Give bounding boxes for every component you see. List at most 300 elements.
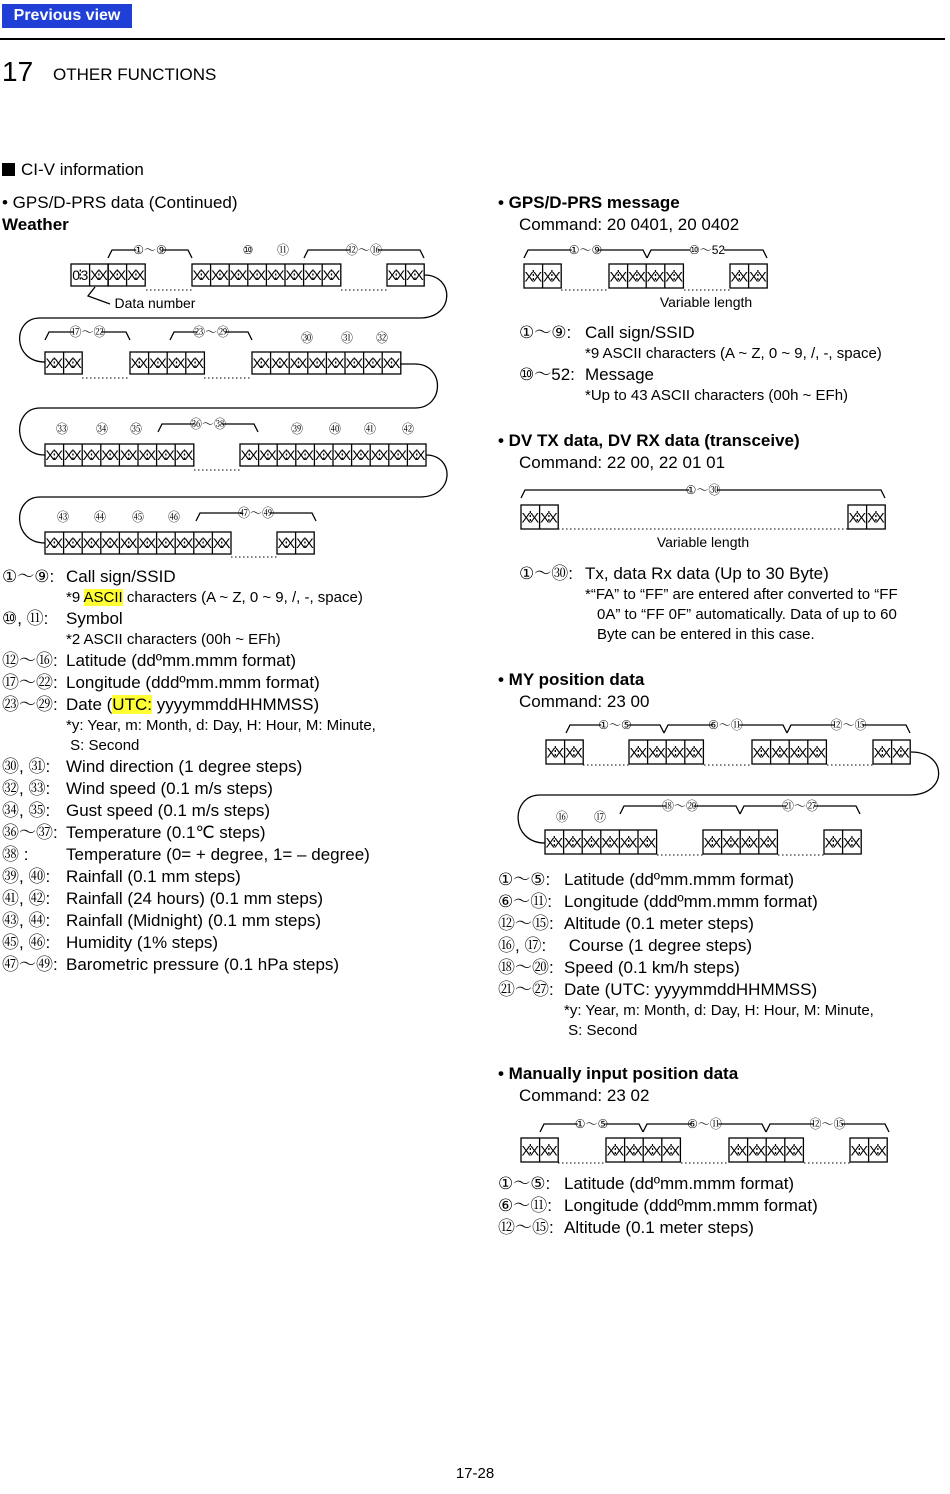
nibble-x: X [212, 534, 223, 551]
nibble-x: X [881, 744, 892, 761]
nibble-x: X [323, 446, 333, 463]
nibble-x: X [673, 268, 683, 285]
nibble-x: X [740, 834, 751, 851]
nibble-x: 3 [80, 266, 89, 283]
field-number: ⑰～㉒: [2, 673, 58, 692]
row-connector [518, 752, 939, 843]
legend-row [519, 322, 949, 344]
gps-message-diagram [490, 240, 950, 315]
nibble-x: X [72, 534, 82, 551]
nibble-x: X [582, 834, 593, 851]
nibble-x: X [72, 446, 82, 463]
nibble-x: X [285, 266, 295, 283]
field-description [66, 608, 123, 630]
nibble-x: X [335, 354, 345, 371]
field-number [519, 344, 585, 364]
field-label: ①～⑨ [133, 243, 167, 257]
nibble-x: X [656, 744, 666, 761]
description-text: Latitude (ddºmm.mmm format) [564, 870, 795, 889]
nibble-x: X [738, 268, 749, 285]
my-position-title: • MY position data [498, 670, 645, 689]
nibble-x: X [643, 1142, 654, 1159]
field-number: ㉓～㉙: [2, 695, 58, 714]
nibble-x: X [165, 446, 175, 463]
nibble-x: X [157, 354, 167, 371]
nibble-x: X [200, 266, 211, 283]
nibble-x: X [648, 744, 658, 761]
field-label: ㊴ [290, 422, 304, 436]
field-number: ⑩, ⑪: [2, 609, 49, 628]
legend-row [519, 563, 947, 585]
field-label: ⑱～⑳ [661, 799, 699, 813]
field-number: ⑥～⑪: [498, 1196, 552, 1215]
nibble-x: X [333, 446, 343, 463]
nibble-x: X [45, 354, 55, 371]
field-description [564, 957, 740, 979]
nibble-x: X [109, 446, 119, 463]
nibble-x: X [666, 744, 677, 761]
field-label: ⑩～52 [688, 243, 726, 257]
nibble-x: X [345, 354, 355, 371]
nibble-x: X [545, 834, 555, 851]
legend-row [498, 1021, 948, 1041]
field-description [66, 736, 139, 756]
field-description [564, 913, 754, 935]
nibble-x: X [229, 266, 240, 283]
description-text: *y: Year, m: Month, d: Day, H: Hour, M: Minute, [66, 717, 376, 734]
field-label: ㊱～㊳ [189, 417, 227, 431]
field-label: ①～⑤ [574, 1117, 609, 1131]
nibble-x: X [297, 354, 308, 371]
nibble-x: X [360, 446, 370, 463]
nibble-x: X [378, 446, 389, 463]
nibble-x: X [843, 834, 853, 851]
nibble-x: X [248, 446, 259, 463]
field-description [66, 716, 376, 736]
nibble-x: X [352, 446, 362, 463]
field-number: ㊺, ㊻: [2, 933, 51, 952]
nibble-x: X [146, 446, 157, 463]
field-description [585, 386, 848, 406]
nibble-x: X [662, 1142, 672, 1159]
nibble-x: X [135, 266, 145, 283]
field-label: ㊵ [328, 422, 342, 436]
legend-row [2, 588, 472, 608]
field-number: ㉜, ㉝: [2, 779, 51, 798]
description-text: Longitude (dddºmm.mmm format) [66, 673, 320, 692]
field-number: ⑥～⑪: [498, 892, 552, 911]
nibble-x: X [165, 534, 175, 551]
nibble-x: X [414, 266, 424, 283]
field-description [66, 778, 273, 800]
field-number: ㊴, ㊵: [2, 867, 51, 886]
nibble-x: X [98, 266, 108, 283]
nibble-x: X [341, 446, 352, 463]
nibble-x: X [654, 268, 665, 285]
nibble-x: X [116, 266, 127, 283]
nibble-x: X [192, 266, 202, 283]
nibble-x: X [858, 1142, 869, 1159]
nibble-x: X [138, 446, 148, 463]
legend-row [498, 1217, 948, 1239]
field-label: ㉑～㉗ [781, 799, 819, 813]
nibble-x: X [387, 266, 397, 283]
description-text: Rainfall (Midnight) (0.1 mm steps) [66, 911, 322, 930]
nibble-x: X [619, 834, 630, 851]
nibble-x: X [816, 744, 826, 761]
description-text: Speed (0.1 km/h steps) [564, 958, 740, 977]
field-number: ①～⑨: [2, 567, 55, 586]
nibble-x: X [793, 1142, 803, 1159]
chapter-number: 17 [2, 56, 34, 87]
nibble-x: X [186, 354, 196, 371]
description-text: Tx, data Rx data (Up to 30 Byte) [585, 564, 829, 583]
legend-row [519, 344, 949, 364]
description-text: Temperature (0.1℃ steps) [66, 823, 266, 842]
field-number: ⑫～⑮: [498, 914, 554, 933]
nibble-x: X [395, 266, 406, 283]
nibble-x: X [109, 534, 119, 551]
legend-row [2, 888, 472, 910]
page-number: 17-28 [455, 1465, 495, 1482]
description-text: Gust speed (0.1 m/s steps) [66, 801, 271, 820]
nibble-x: X [82, 534, 93, 551]
nibble-x: X [797, 744, 808, 761]
nibble-x: X [573, 744, 583, 761]
legend-row [2, 910, 472, 932]
legend-row [2, 756, 472, 778]
legend-row [519, 364, 949, 386]
field-label: ㊹ [93, 510, 107, 524]
legend-row [2, 736, 472, 756]
nibble-x: X [628, 834, 638, 851]
nibble-x: X [521, 1142, 531, 1159]
nibble-x: X [551, 268, 561, 285]
nibble-x: X [267, 446, 277, 463]
variable-length-label: Variable length [656, 534, 750, 550]
nibble-x: X [543, 268, 553, 285]
weather-heading: Weather [2, 215, 69, 234]
nibble-x: X [873, 744, 883, 761]
field-description [66, 650, 296, 672]
nibble-x: X [240, 446, 250, 463]
nibble-x: X [130, 354, 140, 371]
nibble-x: X [275, 266, 285, 283]
nibble-x: X [808, 744, 818, 761]
row-connector [20, 275, 447, 362]
nibble-x: X [146, 534, 157, 551]
legend-row [2, 954, 472, 976]
description-text: Date (UTC: yyyymmddHHMMSS) [564, 980, 818, 999]
legend-row [2, 932, 472, 954]
description-text: Symbol [66, 609, 123, 628]
field-description [564, 891, 818, 913]
description-text: Wind direction (1 degree steps) [66, 757, 303, 776]
nibble-x: X [553, 834, 564, 851]
nibble-x: X [64, 446, 74, 463]
nibble-x: X [53, 354, 64, 371]
nibble-x: X [609, 834, 619, 851]
legend-row [498, 1195, 948, 1217]
manual-position-command: Command: 23 02 [519, 1086, 650, 1105]
field-label: ㉟ [129, 422, 143, 436]
field-number: ㉚, ㉛: [2, 757, 51, 776]
description-text: Wind speed (0.1 m/s steps) [66, 779, 273, 798]
description-text: Message [585, 365, 654, 384]
legend-row [498, 869, 948, 891]
nibble-x: X [748, 1142, 758, 1159]
previous-view-button[interactable]: Previous view [2, 4, 132, 28]
nibble-x: X [296, 534, 306, 551]
nibble-x: X [685, 744, 695, 761]
field-number: ㉞, ㉟: [2, 801, 51, 820]
nibble-x: X [90, 534, 101, 551]
nibble-x: X [614, 1142, 625, 1159]
legend-row [498, 979, 948, 1001]
description-text: *2 ASCII characters (00h ~ EFh) [66, 631, 281, 648]
header-rule [0, 38, 945, 40]
nibble-x: X [221, 534, 231, 551]
field-number [498, 1001, 564, 1021]
nibble-x: X [572, 834, 582, 851]
nibble-x: X [308, 354, 318, 371]
field-number: ①～㉚: [519, 564, 573, 583]
nibble-x: X [869, 1142, 879, 1159]
field-description [66, 800, 270, 822]
field-description [66, 888, 323, 910]
nibble-x: X [564, 834, 574, 851]
dv-note-line: Byte can be entered in this case. [597, 626, 815, 643]
nibble-x: X [638, 834, 648, 851]
nibble-x: X [609, 268, 619, 285]
nibble-x: X [90, 266, 100, 283]
field-label: ⑫～⑯ [345, 243, 383, 257]
field-label: ⑥～⑪ [708, 718, 743, 732]
nibble-x: X [548, 509, 558, 526]
field-label: ①～⑤ [598, 718, 632, 732]
legend-row [498, 935, 948, 957]
nibble-x: X [53, 534, 64, 551]
field-description [66, 932, 218, 954]
black-square-icon [2, 163, 15, 176]
field-number: ①～⑤: [498, 870, 551, 889]
field-label: ⑯ [555, 810, 569, 824]
field-number: ⑫～⑮: [498, 1218, 554, 1237]
nibble-x: X [277, 446, 288, 463]
field-description [66, 756, 302, 778]
nibble-x: X [548, 1142, 558, 1159]
nibble-x: X [175, 354, 186, 371]
nibble-x: X [636, 268, 646, 285]
nibble-x: X [524, 268, 534, 285]
field-label: ㉝ [55, 422, 69, 436]
nibble-x: X [260, 354, 271, 371]
field-description [564, 1173, 794, 1195]
nibble-x: X [183, 534, 194, 551]
nibble-x: X [565, 744, 575, 761]
nibble-x: X [529, 1142, 540, 1159]
field-description [66, 954, 339, 976]
nibble-x: X [72, 354, 82, 371]
field-label: ㊶ [363, 422, 377, 436]
field-description [66, 588, 363, 608]
legend-row [498, 891, 948, 913]
nibble-x: X [119, 446, 130, 463]
legend-row [2, 650, 472, 672]
nibble-x: X [128, 534, 138, 551]
field-number [2, 716, 66, 736]
data-number-pointer [88, 287, 110, 304]
nibble-x: X [157, 534, 167, 551]
description-text: *Up to 43 ASCII characters (00h ~ EFh) [585, 387, 849, 404]
nibble-x: X [382, 354, 393, 371]
nibble-x: X [101, 446, 111, 463]
my-position-command: Command: 23 00 [519, 692, 650, 711]
legend-row [498, 957, 948, 979]
field-number: ㉑～㉗: [498, 980, 554, 999]
description-text: S: Second [564, 1022, 638, 1039]
field-label: ㊸ [56, 510, 70, 524]
field-number [498, 1021, 564, 1041]
nibble-x: X [64, 354, 74, 371]
nibble-x: X [279, 354, 289, 371]
field-number: ㊼～㊾: [2, 955, 58, 974]
nibble-x: X [175, 446, 186, 463]
nibble-x: X [285, 446, 296, 463]
nibble-x: X [532, 268, 543, 285]
nibble-x: X [771, 744, 781, 761]
my-position-legend [498, 869, 948, 1041]
field-description [564, 1217, 754, 1239]
nibble-x: X [625, 1142, 635, 1159]
nibble-x: X [851, 834, 861, 851]
gps-data-heading: • GPS/D-PRS data (Continued) [2, 193, 238, 212]
legend-row [2, 672, 472, 694]
field-label: ㉛ [340, 331, 354, 345]
field-description [66, 672, 320, 694]
legend-row [498, 1173, 948, 1195]
description-text: S: Second [66, 737, 140, 754]
gps-message-title: • GPS/D-PRS message [498, 193, 680, 212]
nibble-x: X [590, 834, 601, 851]
nibble-x: X [737, 1142, 748, 1159]
field-label: ⑥～⑪ [687, 1117, 722, 1131]
nibble-x: X [353, 354, 364, 371]
nibble-x: X [730, 834, 740, 851]
field-number [519, 386, 585, 406]
nibble-x: X [774, 1142, 785, 1159]
nibble-x: X [606, 1142, 616, 1159]
nibble-x: X [296, 446, 306, 463]
nibble-x: X [293, 266, 304, 283]
description-text: Course (1 degree steps) [564, 936, 753, 955]
legend-row [2, 630, 472, 650]
nibble-x: X [202, 534, 212, 551]
nibble-x: X [759, 834, 769, 851]
nibble-x: X [372, 354, 382, 371]
nibble-x: X [390, 354, 401, 371]
nibble-x: X [211, 266, 221, 283]
nibble-x: X [900, 744, 910, 761]
field-description [66, 566, 176, 588]
nibble-x: X [729, 1142, 739, 1159]
nibble-x: X [850, 1142, 860, 1159]
nibble-x: X [194, 534, 204, 551]
field-description [585, 322, 695, 344]
nibble-x: X [637, 744, 648, 761]
field-number: ㊱～㊲: [2, 823, 58, 842]
legend-row [2, 844, 472, 866]
nibble-x: X [693, 744, 703, 761]
nibble-x: X [82, 446, 93, 463]
nibble-x: X [521, 509, 531, 526]
nibble-x: X [64, 534, 74, 551]
field-label: ⑰～㉒ [69, 325, 106, 339]
field-description [564, 869, 794, 891]
field-label: ㉞ [95, 422, 109, 436]
nibble-x: X [646, 834, 657, 851]
variable-length-label: Variable length [659, 294, 753, 310]
description-text: Altitude (0.1 meter steps) [564, 914, 754, 933]
dv-tx-command: Command: 22 00, 22 01 01 [519, 453, 726, 472]
weather-format-diagram [0, 240, 470, 570]
nibble-x: X [651, 1142, 662, 1159]
nibble-x: X [289, 354, 300, 371]
nibble-x: X [271, 354, 281, 371]
description-text: Rainfall (24 hours) (0.1 mm steps) [66, 889, 323, 908]
legend-row [498, 1001, 948, 1021]
nibble-x: X [127, 266, 137, 283]
nibble-x: X [157, 446, 167, 463]
nibble-x: X [53, 446, 64, 463]
nibble-x: X [789, 744, 800, 761]
field-description [564, 1001, 874, 1021]
description-text: Latitude (ddºmm.mmm format) [564, 1174, 795, 1193]
field-description [66, 694, 319, 716]
section-heading: CI-V information [2, 159, 144, 181]
nibble-x: X [633, 1142, 643, 1159]
nibble-x: X [407, 446, 418, 463]
highlighted-term: ASCII [83, 589, 123, 606]
legend-row [2, 608, 472, 630]
weather-legend [2, 566, 472, 976]
field-label: ㊼～㊾ [237, 506, 275, 520]
nibble-x: X [45, 534, 55, 551]
nibble-x: X [748, 834, 759, 851]
nibble-x: X [779, 744, 789, 761]
nibble-x: X [256, 266, 266, 283]
nibble-x: X [760, 744, 771, 761]
description-text: Latitude (ddºmm.mmm format) [66, 651, 297, 670]
dv-note-line: *“FA” to “FF” are entered after converted to “FF [585, 586, 898, 603]
nibble-x: X [766, 1142, 777, 1159]
nibble-x: X [183, 446, 194, 463]
nibble-x: X [848, 509, 858, 526]
nibble-x: X [194, 354, 204, 371]
nibble-x: X [237, 266, 248, 283]
field-label: ㊺ [131, 510, 145, 524]
field-number: ⑯, ⑰: [498, 936, 547, 955]
nibble-x: X [856, 509, 867, 526]
description-text: Date ( [66, 695, 113, 714]
field-label: ⑰ [593, 810, 607, 824]
field-label: ㉓～㉙ [192, 325, 230, 339]
description-text: Humidity (1% steps) [66, 933, 219, 952]
nibble-x: X [167, 354, 178, 371]
field-label: ⑫～⑮ [809, 1117, 846, 1131]
nibble-x: X [304, 266, 314, 283]
nibble-x: X [370, 446, 381, 463]
